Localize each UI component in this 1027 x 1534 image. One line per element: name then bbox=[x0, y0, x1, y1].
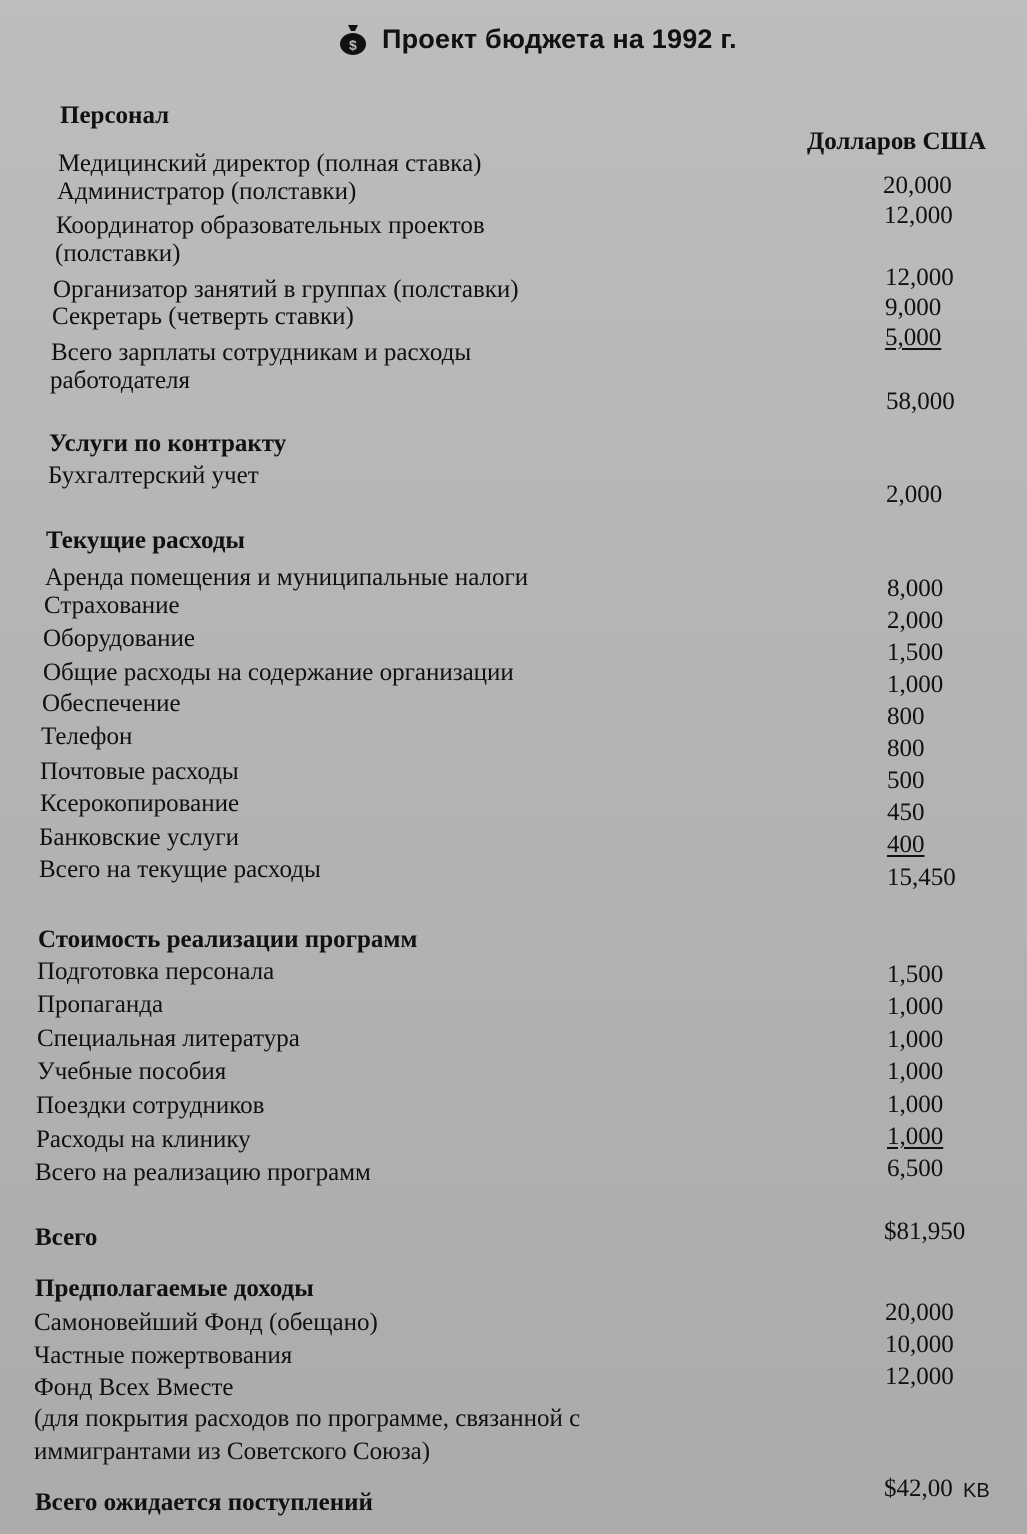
amount: 800 bbox=[887, 703, 925, 730]
line-item: Расходы на клинику bbox=[36, 1126, 251, 1153]
line-item: Специальная литература bbox=[37, 1025, 300, 1052]
amount: 800 bbox=[887, 735, 925, 762]
svg-text:$: $ bbox=[349, 37, 357, 53]
line-item: Поездки сотрудников bbox=[36, 1092, 265, 1119]
line-item: Всего на текущие расходы bbox=[39, 856, 321, 883]
section-heading-contract: Услуги по контракту bbox=[49, 430, 287, 457]
amount: 20,000 bbox=[885, 1299, 954, 1326]
line-item: Учебные пособия bbox=[37, 1058, 227, 1085]
line-item: (полставки) bbox=[55, 240, 181, 267]
line-item: Подготовка персонала bbox=[37, 958, 275, 985]
subtotal-amount: 15,450 bbox=[887, 864, 956, 891]
subtotal-amount: 58,000 bbox=[886, 388, 955, 415]
line-item: Почтовые расходы bbox=[40, 758, 239, 785]
section-heading-income: Предполагаемые доходы bbox=[35, 1275, 314, 1302]
line-item: Оборудование bbox=[43, 625, 196, 652]
column-header: Долларов США bbox=[807, 128, 987, 155]
line-item: Организатор занятий в группах (полставки) bbox=[53, 276, 519, 303]
line-item: Администратор (полставки) bbox=[57, 178, 357, 205]
line-item: Бухгалтерский учет bbox=[48, 462, 259, 489]
line-item: Секретарь (четверть ставки) bbox=[52, 303, 354, 330]
line-item: (для покрытия расходов по программе, связанной с bbox=[34, 1405, 581, 1432]
subtotal-amount: 6,500 bbox=[887, 1155, 944, 1182]
line-item: Всего на реализацию программ bbox=[35, 1159, 371, 1186]
line-item: Обеспечение bbox=[42, 690, 181, 717]
section-heading-programs: Стоимость реализации программ bbox=[38, 926, 418, 953]
amount: 1,000 bbox=[887, 1123, 944, 1150]
amount: 1,500 bbox=[887, 961, 944, 988]
line-item: Координатор образовательных проектов bbox=[56, 212, 485, 239]
line-item: Аренда помещения и муниципальные налоги bbox=[45, 564, 529, 591]
grand-total-label: Всего bbox=[35, 1224, 98, 1251]
line-item: Телефон bbox=[41, 723, 133, 750]
amount: 1,000 bbox=[887, 671, 944, 698]
amount: 2,000 bbox=[887, 607, 944, 634]
line-item: Частные пожертвования bbox=[34, 1342, 293, 1369]
amount: 1,500 bbox=[887, 639, 944, 666]
page-title bbox=[338, 22, 737, 56]
title-text: Проект бюджета на 1992 г. bbox=[382, 23, 737, 54]
line-item: Пропаганда bbox=[37, 991, 164, 1018]
amount: 400 bbox=[887, 831, 925, 858]
amount: 9,000 bbox=[885, 294, 942, 321]
income-total-label: Всего ожидается поступлений bbox=[35, 1489, 373, 1516]
amount: 2,000 bbox=[886, 481, 943, 508]
amount: 5,000 bbox=[885, 324, 942, 351]
line-item: иммигрантами из Советского Союза) bbox=[34, 1438, 431, 1465]
corner-stamp: KB bbox=[963, 1480, 990, 1502]
section-heading-current: Текущие расходы bbox=[46, 527, 245, 554]
line-item: Самоновейший Фонд (обещано) bbox=[34, 1309, 378, 1336]
amount: 12,000 bbox=[884, 202, 953, 229]
line-item: Общие расходы на содержание организации bbox=[43, 659, 514, 686]
amount: 1,000 bbox=[887, 1091, 944, 1118]
amount: 12,000 bbox=[885, 264, 954, 291]
line-item: Страхование bbox=[44, 592, 180, 619]
amount: 12,000 bbox=[885, 1363, 954, 1390]
line-item: Ксерокопирование bbox=[40, 790, 240, 817]
amount: 10,000 bbox=[885, 1331, 954, 1358]
line-item: Банковские услуги bbox=[39, 824, 240, 851]
money-bag-icon bbox=[338, 22, 368, 56]
line-item: Медицинский директор (полная ставка) bbox=[58, 150, 482, 177]
line-item: Всего зарплаты сотрудникам и расходы bbox=[51, 339, 472, 366]
amount: 450 bbox=[887, 799, 925, 826]
grand-total-amount: $81,950 bbox=[884, 1218, 966, 1245]
amount: 1,000 bbox=[887, 1058, 944, 1085]
line-item: работодателя bbox=[50, 367, 191, 394]
amount: 1,000 bbox=[887, 1026, 944, 1053]
income-total-amount: $42,00 bbox=[884, 1475, 953, 1502]
section-heading-personnel: Персонал bbox=[60, 102, 170, 129]
line-item: Фонд Всех Вместе bbox=[34, 1374, 234, 1401]
amount: 500 bbox=[887, 767, 925, 794]
amount: 20,000 bbox=[883, 172, 952, 199]
amount: 8,000 bbox=[887, 575, 944, 602]
amount: 1,000 bbox=[887, 993, 944, 1020]
